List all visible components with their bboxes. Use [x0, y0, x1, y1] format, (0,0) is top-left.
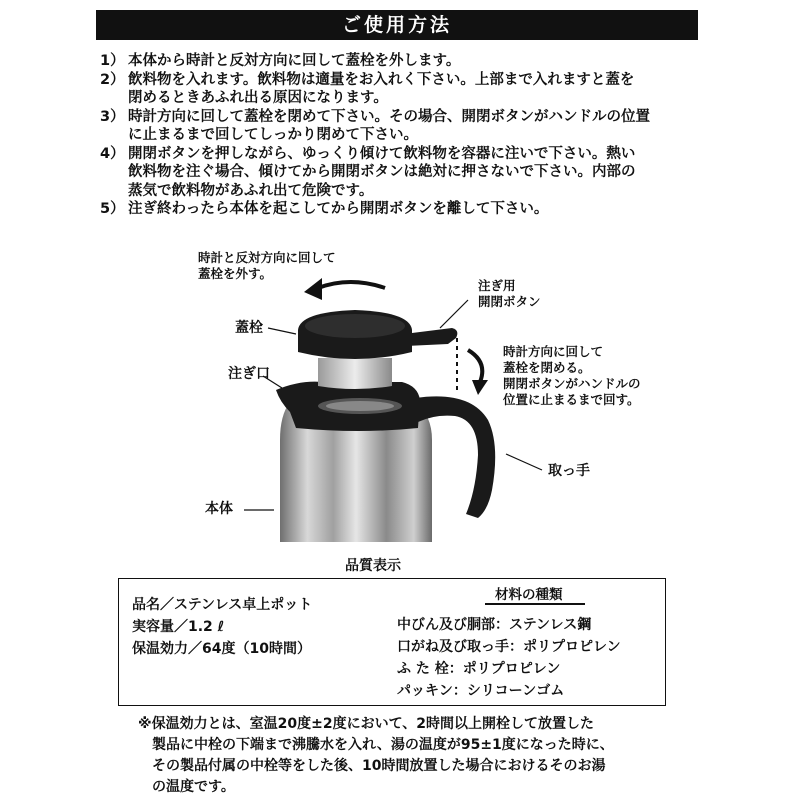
- close-arrow-icon: [468, 350, 482, 382]
- step-text-line: 時計方向に回して蓋栓を閉めて下さい。その場合、開閉ボタンがハンドルの位置: [128, 108, 650, 125]
- step-number: 1）: [100, 53, 125, 69]
- open-arrow-icon: [318, 282, 385, 288]
- step-text-line: 本体から時計と反対方向に回して蓋栓を外します。: [128, 53, 461, 69]
- step-text-line: 蒸気で飲料物があふれ出て危険です。: [128, 182, 374, 199]
- quality-title: 品質表示: [345, 558, 401, 574]
- close-instruction-label: 時計方向に回して 蓋栓を閉める。 開閉ボタンがハンドルの 位置に止まるまで回す。: [503, 344, 641, 407]
- step-1: [100, 52, 710, 71]
- materials-title: 材料の種類: [495, 587, 563, 603]
- step-number: 2）: [100, 71, 125, 88]
- material-row: 中びん及び胴部：ステンレス鋼: [397, 617, 592, 633]
- step-number: 5）: [100, 201, 125, 217]
- material-row: 口がね及び取っ手：ポリプロピレン: [397, 639, 621, 655]
- step-5: [100, 200, 710, 219]
- button-label: 注ぎ用 開閉ボタン: [478, 278, 541, 309]
- step-2: [100, 71, 710, 108]
- close-arrowhead-icon: [472, 380, 488, 395]
- step-number: 3）: [100, 108, 125, 125]
- material-row: パッキン：シリコーンゴム: [397, 683, 565, 699]
- step-text-line: 飲料物を注ぐ場合、傾けてから開閉ボタンは絶対に押さないで下さい。内部の: [128, 164, 636, 180]
- body-label: 本体: [205, 501, 233, 517]
- step-3: [100, 108, 710, 145]
- step-text-line: に止まるまで回してしっかり閉めて下さい。: [128, 127, 418, 143]
- footnote-line: ※保温効力とは、室温20度±2度において、2時間以上開栓して放置した: [138, 716, 595, 732]
- heat-retention: 保温効力／64度（10時間）: [132, 641, 311, 657]
- footnote-line: 製品に中栓の下端まで沸騰水を入れ、湯の温度が95±1度になった時に、: [152, 737, 614, 753]
- step-text-line: 飲料物を入れます。飲料物は適量をお入れく下さい。上部まで入れますと蓋を: [128, 71, 635, 88]
- step-number: 4）: [100, 145, 125, 162]
- handle-leader: [506, 454, 542, 470]
- step-text-line: 閉めるときあふれ出る原因になります。: [128, 90, 388, 106]
- button-leader: [440, 300, 468, 328]
- footnote-line: その製品付属の中栓等をした後、10時間放置した場合におけるそのお湯: [152, 758, 606, 774]
- stopper-neck: [318, 358, 392, 389]
- instruction-steps: [100, 52, 710, 219]
- footnote: [138, 714, 678, 798]
- step-text-line: 注ぎ終わったら本体を起こしてから開閉ボタンを離して下さい。: [128, 201, 549, 217]
- lid-leader: [268, 328, 296, 334]
- handle-label: 取っ手: [548, 463, 590, 479]
- step-4: [100, 145, 710, 201]
- materials-underline: [485, 603, 585, 605]
- open-instruction-label: 時計と反対方向に回して 蓋栓を外す。: [198, 250, 336, 281]
- product-name: 品名／ステンレス卓上ポット: [132, 597, 313, 613]
- pot-illustration: [0, 240, 800, 545]
- page-title: ご使用方法: [96, 10, 698, 40]
- material-row: ふ た 栓：ポリプロピレン: [397, 661, 561, 677]
- footnote-line: の温度です。: [152, 779, 235, 795]
- capacity: 実容量／1.2 ℓ: [132, 619, 225, 635]
- step-text-line: 開閉ボタンを押しながら、ゆっくり傾けて飲料物を容器に注いで下さい。熱い: [128, 145, 636, 162]
- lid-label: 蓋栓: [235, 320, 263, 336]
- spout-label: 注ぎ口: [228, 366, 270, 382]
